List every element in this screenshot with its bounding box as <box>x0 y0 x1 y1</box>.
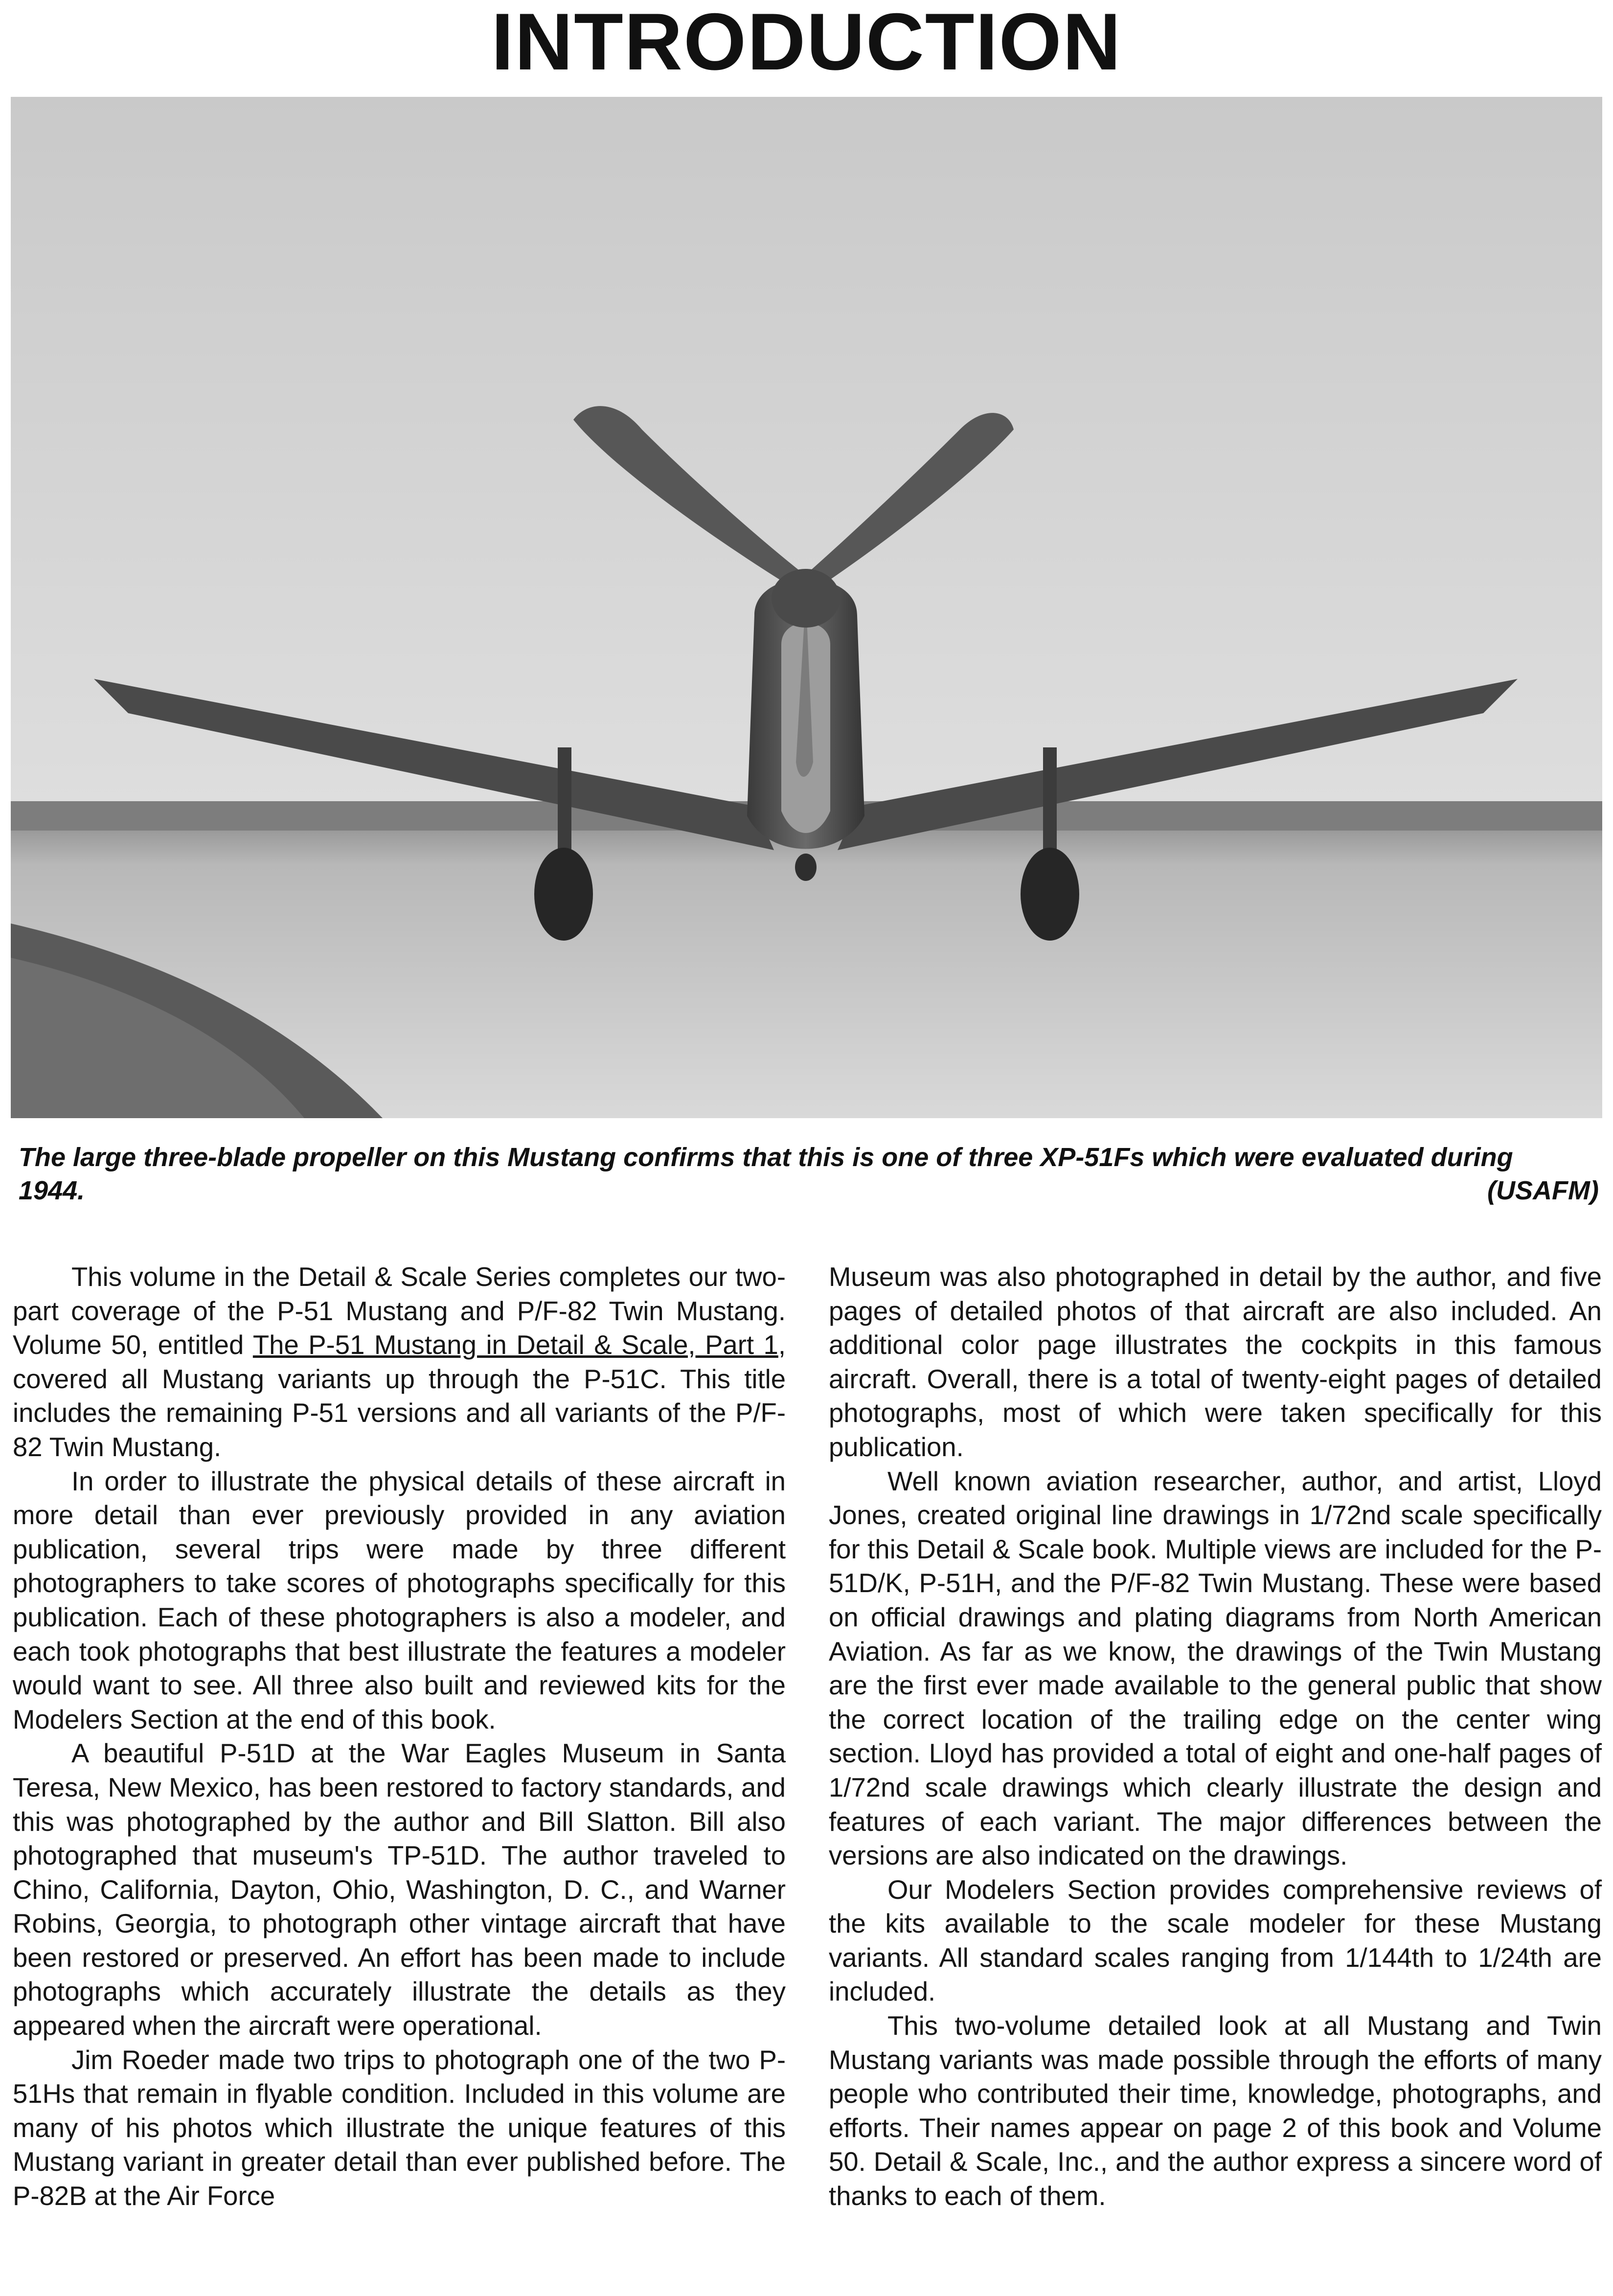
body-column-right <box>829 1260 1602 2213</box>
paragraph-1-text-a: This volume in the Detail & Scale Series completes our two-part coverage of the P-51 Mustang and P/F-82 Twin Mustang. Volume 50, entitled <box>13 1262 786 1360</box>
paragraph-5: Museum was also photographed in detail by the author, and five pages of detailed photos of that aircraft are also included. An additional color page illustrates the cockpits in this famous aircraft. Overall, there is a total of twenty-eight pages of detailed photographs, most of which were taken specifically for this publication. <box>829 1262 1602 1462</box>
paragraph-1-text-b: , covered all Mustang variants up through the P-51C. This title includes the remaining P-51 versions and all variants of the P/F-82 Twin Mustang. <box>13 1330 786 1462</box>
caption-line-2 <box>19 1174 1599 1207</box>
photo-illustration <box>11 97 1602 1118</box>
paragraph-3: A beautiful P-51D at the War Eagles Museum in Santa Teresa, New Mexico, has been restored to factory standards, and this was photographed by the author and Bill Slatton. Bill also photographed that museum's TP-51D. The author traveled to Chino, California, Dayton, Ohio, Washington, D. C., and Warner Robins, Georgia, to photograph other vintage aircraft that have been restored or preserved. An effort has been made to include photographs which accurately illustrate the details as they appeared when the aircraft were operational. <box>13 1738 786 2041</box>
paragraph-7: Our Modelers Section provides comprehensive reviews of the kits available to the scale modeler for these Mustang variants. All standard scales ranging from 1/144th to 1/24th are included. <box>829 1874 1602 2007</box>
caption-line-1: The large three-blade propeller on this Mustang confirms that this is one of three XP-51Fs which were evaluated during <box>19 1143 1513 1172</box>
photo-caption <box>19 1141 1599 1207</box>
paragraph-1 <box>13 1260 786 1464</box>
caption-year: 1944. <box>19 1176 85 1205</box>
paragraph-4: Jim Roeder made two trips to photograph one of the two P-51Hs that remain in flyable condition. Included in this volume are many of his photos which illustrate the unique features of this Mustang variant in greater detail than ever published before. The P-82B at the Air Force <box>13 2045 786 2211</box>
caption-credit: (USAFM) <box>1487 1176 1599 1205</box>
paragraph-2: In order to illustrate the physical details of these aircraft in more detail than ever previously provided in any aviation publication, several trips were made by three different photographers to take scores of photographs specifically for this publication. Each of these photographers is also a modeler, and each took photographs that best illustrate the features a modeler would want to see. All three also built and reviewed kits for the Modelers Section at the end of this book. <box>13 1466 786 1734</box>
book-title-reference: The P-51 Mustang in Detail & Scale, Part 1 <box>252 1330 778 1360</box>
paragraph-6: Well known aviation researcher, author, and artist, Lloyd Jones, created original line drawings in 1/72nd scale specifically for this Detail & Scale book. Multiple views are included for the P-51D/K, P-51H, and the P/F-82 Twin Mustang. These were based on official drawings and plating diagrams from North American Aviation. As far as we know, the drawings of the Twin Mustang are the first ever made available to the general public that show the correct location of the trailing edge on the center wing section. Lloyd has provided a total of eight and one-half pages of 1/72nd scale drawings which clearly illustrate the design and features of each variant. The major differences between the versions are also indicated on the drawings. <box>829 1466 1602 1871</box>
paragraph-8: This two-volume detailed look at all Mustang and Twin Mustang variants was made possible through the efforts of many people who contributed their time, knowledge, photographs, and efforts. Their names appear on page 2 of this book and Volume 50. Detail & Scale, Inc., and the author express a sincere word of thanks to each of them. <box>829 2011 1602 2211</box>
xp-51f-mustang-photo <box>11 97 1602 1118</box>
body-column-left <box>13 1260 786 2213</box>
page-title: INTRODUCTION <box>491 0 1122 87</box>
